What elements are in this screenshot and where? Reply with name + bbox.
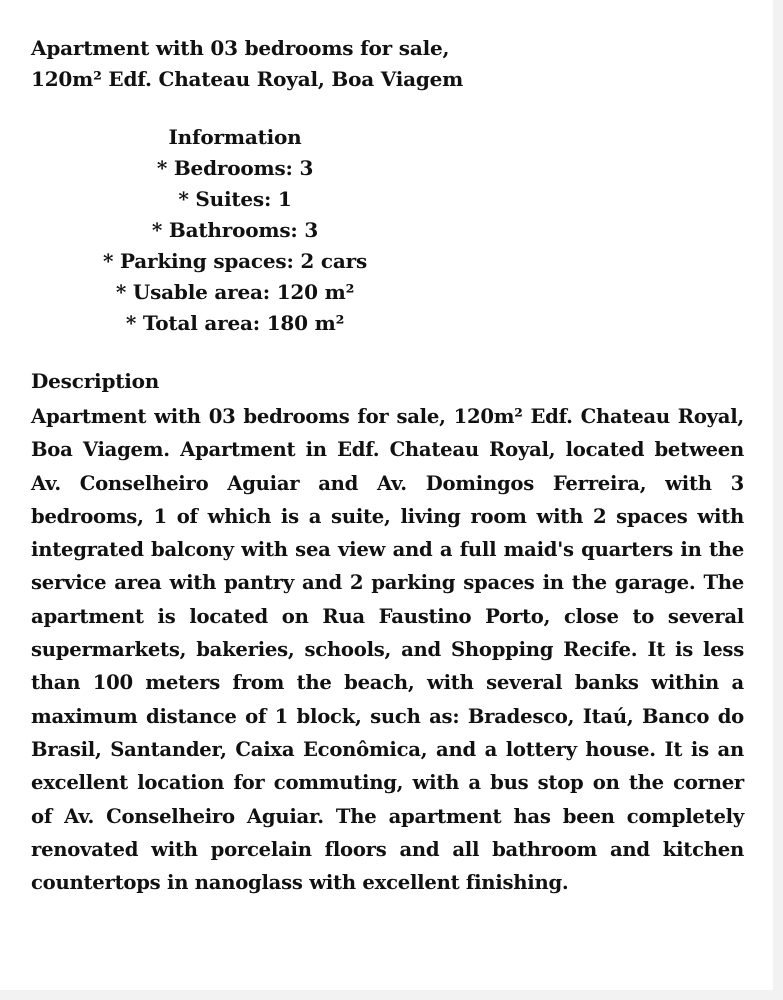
info-usable-area: * Usable area: 120 m²: [115, 280, 355, 304]
info-bathrooms: * Bathrooms: 3: [151, 218, 319, 242]
description-text: Apartment with 03 bedrooms for sale, 120m² Edf. Chateau Royal, Boa Viagem. Apartment in Edf. Chateau Royal, located between Av. Conselheiro Aguiar and Av. Domingos Ferreira, with 3 bedrooms, 1 of which is a suite, living room with 2 spaces with integrated balcony with sea view and a full maid's quarters in the service area with pantry and 2 parking spaces in the garage. The apartment is located on Rua Faustino Porto, close to several supermarkets, bakeries, schools, and Shopping Recife. It is less than 100 meters from the beach, with several banks within a maximum distance of 1 block, such as: Bradesco, Itaú, Banco do Brasil, Santander, Caixa Econômica, and a lottery house. It is an excellent location for commuting, with a bus stop on the corner of Av. Conselheiro Aguiar. The apartment has been completely renovated with porcelain floors and all bathroom and kitchen countertops in nanoglass with excellent finishing.: [31, 405, 744, 895]
information-heading: Information: [168, 125, 302, 149]
description-heading: Description: [31, 369, 160, 393]
info-total-area: * Total area: 180 m²: [125, 311, 345, 335]
listing-title-line-1: Apartment with 03 bedrooms for sale,: [31, 36, 450, 60]
listing-title-line-2: 120m² Edf. Chateau Royal, Boa Viagem: [31, 67, 464, 91]
information-section: [0, 122, 470, 339]
listing-title: [31, 33, 731, 95]
info-suites: * Suites: 1: [178, 187, 292, 211]
info-parking-spaces: * Parking spaces: 2 cars: [102, 249, 368, 273]
info-bedrooms: * Bedrooms: 3: [156, 156, 314, 180]
